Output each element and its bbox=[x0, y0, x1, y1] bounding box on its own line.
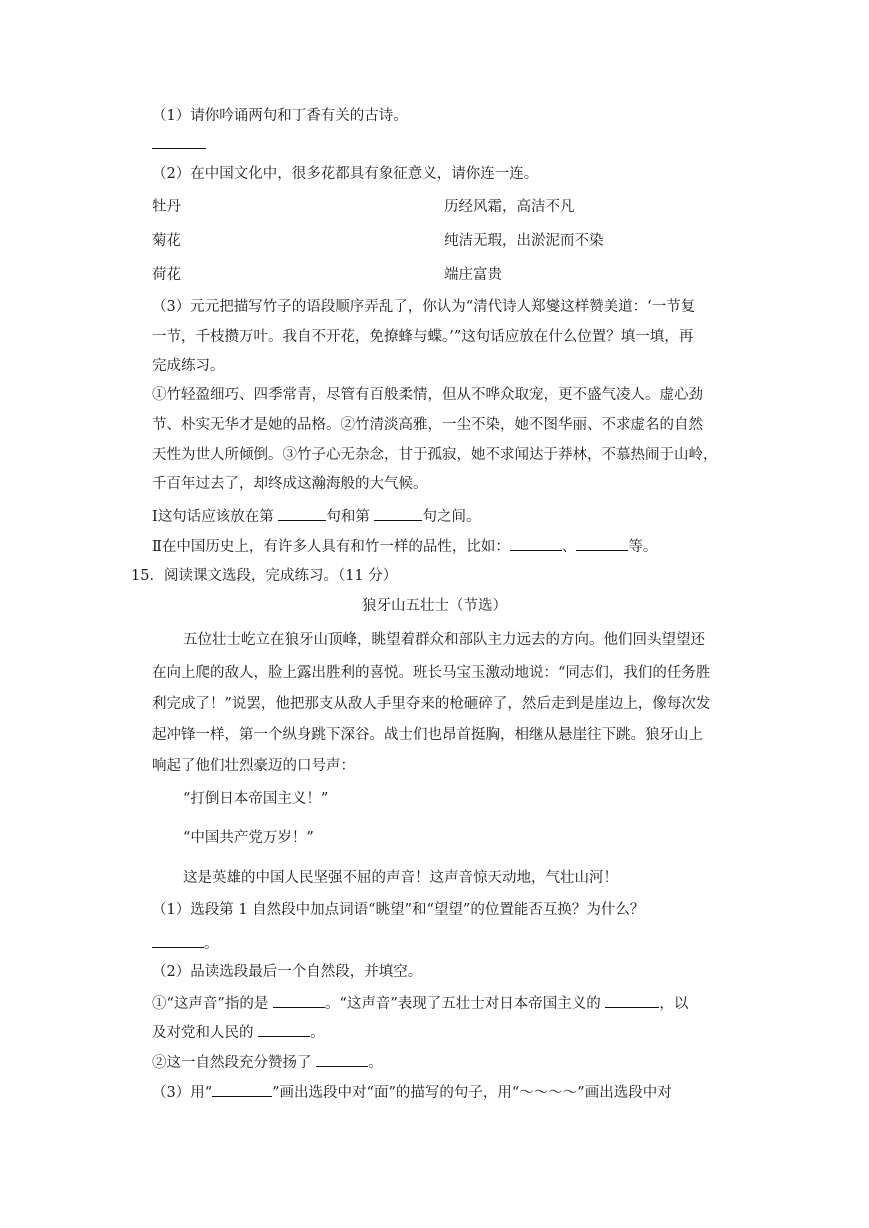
answer-blank bbox=[273, 993, 325, 1008]
bamboo-passage-line: 千百年过去了，却终成这瀚海般的大气候。 bbox=[152, 476, 428, 492]
q15-sub2: （2）品读选段最后一个自然段，并填空。 bbox=[152, 964, 423, 980]
q15-sub1: （1）选段第 1 自然段中加点词语“眺望”和“望望”的位置能否互换？为什么？ bbox=[152, 902, 645, 918]
q14-roman1: Ⅰ这句话应该放在第 句和第 句之间。 bbox=[152, 506, 480, 527]
q14-sub3-line: （3）元元把描写竹子的语段顺序弄乱了，你认为“清代诗人郑燮这样赞美道：‘一节复 bbox=[152, 299, 696, 315]
answer-blank bbox=[510, 536, 562, 551]
answer-blank bbox=[278, 506, 326, 521]
slogan: “中国共产党万岁！” bbox=[183, 830, 314, 846]
q14-sub1: （1）请你吟诵两句和丁香有关的古诗。 bbox=[152, 108, 408, 124]
bamboo-passage-line: 节、朴实无华才是她的品格。②竹清淡高雅，一尘不染，她不图华丽、不求虚名的自然 bbox=[152, 417, 703, 433]
answer-blank bbox=[258, 1022, 310, 1037]
match-right-item: 历经风霜，高洁不凡 bbox=[444, 199, 575, 215]
passage-line: 这是英雄的中国人民坚强不屈的声音！这声音惊天动地，气壮山河！ bbox=[183, 870, 618, 886]
q15-sub1-answer: 。 bbox=[152, 933, 219, 954]
passage-title: 狼牙山五壮士（节选） bbox=[362, 598, 507, 614]
answer-blank bbox=[605, 993, 659, 1008]
match-right-item: 纯洁无瑕，出淤泥而不染 bbox=[444, 233, 604, 249]
q15-heading: 15．阅读课文选段，完成练习。（11 分） bbox=[131, 568, 398, 584]
q15-sub2-c: ②这一自然段充分赞扬了 。 bbox=[152, 1052, 383, 1073]
bamboo-passage-line: 天性为世人所倾倒。③竹子心无杂念，甘于孤寂，她不求闻达于莽林，不慕热闹于山岭， bbox=[152, 447, 718, 463]
q14-sub2: （2）在中国文化中，很多花都具有象征意义，请你连一连。 bbox=[152, 166, 539, 182]
slogan: “打倒日本帝国主义！” bbox=[183, 791, 329, 807]
passage-line: 起冲锋一样，第一个纵身跳下深谷。战士们也昂首挺胸，相继从悬崖往下跳。狼牙山上 bbox=[152, 727, 703, 743]
passage-line: 五位壮士屹立在狼牙山顶峰，眺望着群众和部队主力远去的方向。他们回头望望还 bbox=[183, 632, 705, 648]
match-left-item: 菊花 bbox=[152, 233, 181, 249]
q14-sub3-line: 完成练习。 bbox=[152, 358, 225, 374]
passage-line: 利完成了！”说罢，他把那支从敌人手里夺来的枪砸碎了，然后走到是崖边上，像每次发 bbox=[152, 696, 711, 712]
underline-sample bbox=[212, 1082, 272, 1097]
q14-roman2: Ⅱ在中国历史上，有许多人具有和竹一样的品性，比如： 、 等。 bbox=[152, 536, 657, 557]
match-left-item: 牡丹 bbox=[152, 199, 181, 215]
match-right-item: 端庄富贵 bbox=[444, 267, 502, 283]
answer-blank bbox=[152, 134, 206, 155]
q15-sub3: （3）用“ ”画出选段中对“面”的描写的句子，用“～～～～”画出选段中对 bbox=[152, 1082, 672, 1103]
answer-blank bbox=[576, 536, 628, 551]
q15-sub2-a: ①“这声音”指的是 。“这声音”表现了五壮士对日本帝国主义的 ，以 bbox=[152, 993, 688, 1014]
q15-sub2-b: 及对党和人民的 。 bbox=[152, 1022, 325, 1043]
passage-line: 在向上爬的敌人，脸上露出胜利的喜悦。班长马宝玉激动地说：“同志们，我们的任务胜 bbox=[152, 665, 711, 681]
q14-sub3-line: 一节，千枝攒万叶。我自不开花，免撩蜂与蝶。’”这句话应放在什么位置？填一填，再 bbox=[152, 329, 694, 345]
bamboo-passage-line: ①竹轻盈细巧、四季常青，尽管有百般柔情，但从不哗众取宠，更不盛气凌人。虚心劲 bbox=[152, 387, 703, 403]
answer-blank bbox=[316, 1052, 368, 1067]
passage-line: 响起了他们壮烈豪迈的口号声： bbox=[152, 758, 355, 774]
answer-blank bbox=[152, 933, 204, 948]
answer-blank bbox=[374, 506, 422, 521]
match-left-item: 荷花 bbox=[152, 267, 181, 283]
